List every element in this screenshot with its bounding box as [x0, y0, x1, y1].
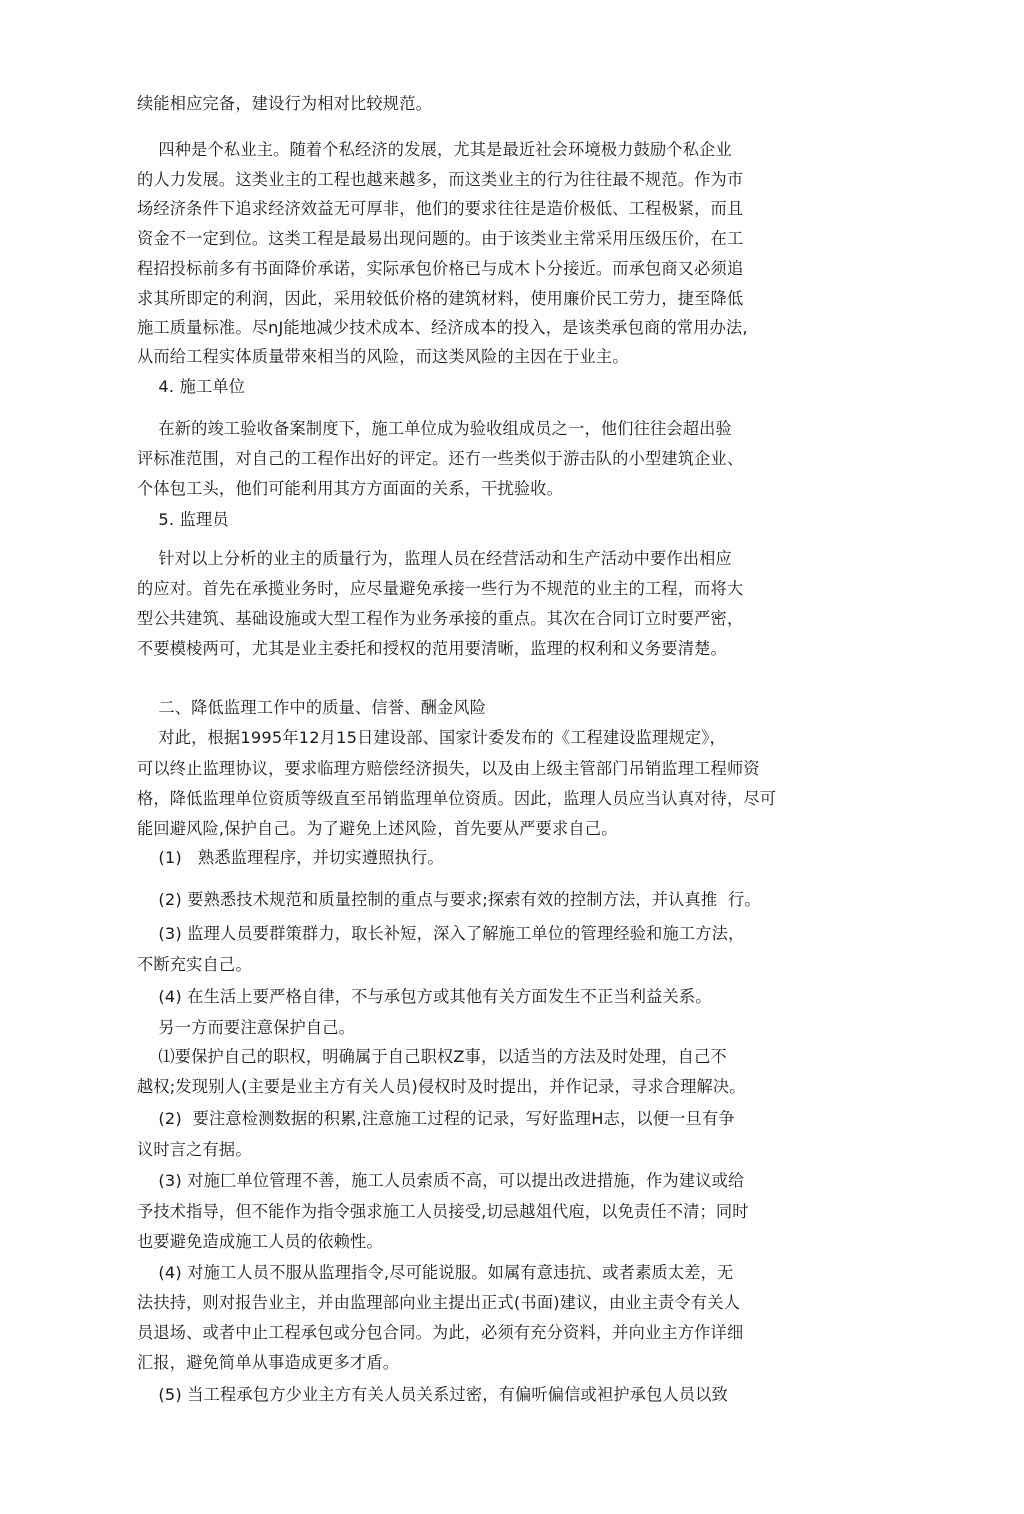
list-item: (4) 对施工人员不服从监理指令,尽可能说服。如属有意违抗、或者素质太差，无 [137, 1263, 734, 1282]
text-line: 议时言之有据。 [137, 1140, 252, 1159]
text-line: 不要模棱两可，尤其是业主委托和授权的范用要清晰，监理的权利和义务要清楚。 [137, 639, 727, 658]
list-item: ⑴要保护自己的职权，明确属于自己职权Z事，以适当的方法及时处理，自己不 [137, 1047, 727, 1066]
text-line: 另一方而要注意保护自己。 [137, 1018, 356, 1037]
text-line: 的人力发展。这类业主的工程也越来越多，而这类业主的行为往往最不规范。作为市 [137, 170, 744, 189]
section-heading: 二、降低监理工作中的质量、信誉、酬金风险 [137, 698, 487, 717]
text-line: 针对以上分析的业主的质量行为，监理人员在经营活动和生产活动中要作出相应 [137, 549, 732, 568]
text-line: 在新的竣工验收备案制度下，施工单位成为验收组成员之一，他们往往会超出验 [137, 419, 732, 438]
text-line: 场经济条件下追求经济效益无可厚非，他们的要求往往是造价极低、工程极紧，而且 [137, 199, 744, 218]
text-line: 求其所即定的利润，因此，采用较低价格的建筑材料，使用廉价民工劳力，捷至降低 [137, 289, 744, 308]
list-item: (1) 熟悉监理程序，并切实遵照执行。 [137, 848, 444, 867]
text-line: 型公共建筑、基础设施或大型工程作为业务承接的重点。其次在合同订立时要严密， [137, 609, 744, 628]
list-item: (3) 监理人员要群策群力，取长补短，深入了解施工单位的管理经验和施工方法， [137, 924, 745, 943]
text-line: 程招投标前多有书面降价承诺，实际承包价格已与成木卜分接近。而承包商又必须追 [137, 259, 744, 278]
text-line: 资金不一定到位。这类工程是最易出现问题的。由于该类业主常采用压级压价，在工 [137, 229, 744, 248]
list-item: (3) 对施匚单位管理不善，施工人员索质不高，可以提出改进措施，作为建议或给 [137, 1171, 745, 1190]
text-line: 越权;发现别人(主要是业主方有关人员)侵权时及时提出，并作记录，寻求合理解决。 [137, 1077, 746, 1096]
text-line: 的应对。首先在承揽业务时，应尽量避免承接一些行为不规范的业主的工程，而将大 [137, 579, 744, 598]
text-line: 员退场、或者中止工程承包或分包合同。为此，必须有充分资料，并向业主方作详细 [137, 1323, 744, 1342]
list-item: (2) 要熟悉技术规范和质量控制的重点与要求;探索有效的控制方法，并认真推 行。 [137, 890, 761, 909]
text-line: 可以终止监理协议，要求临理方赔偿经济损失，以及由上级主管部门吊销监理工程师资 [137, 759, 760, 778]
text-line: 续能相应完备，建设行为相对比较规范。 [137, 94, 432, 113]
list-item: (2) 要注意检测数据的积累,注意施工过程的记录，写好监理H志，以便一旦有争 [137, 1109, 735, 1128]
text-line: 法扶持，则对报告业主，并由监理部向业主提出正式(书面)建议，由业主责令有关人 [137, 1293, 740, 1312]
text-line: 不断充实自己。 [137, 955, 252, 974]
text-line: 予技术指导，但不能作为指令强求施工人员接受,切忌越俎代庖，以免责任不清；同时 [137, 1202, 749, 1221]
list-item: (4) 在生活上要严格自律，不与承包方或其他有关方面发生不正当利益关系。 [137, 987, 712, 1006]
text-line: 个体包工头，他们可能利用其方方面面的关系，干扰验收。 [137, 479, 564, 498]
text-line: 格，降低监理单位资质等级直至吊销监理单位资质。因此，监理人员应当认真对待，尽可 [137, 789, 777, 808]
text-line: 评标准范围，对自己的工程作出好的评定。还冇一些类似于游击队的小型建筑企业、 [137, 449, 744, 468]
text-line: 对此，根据1995年12月15日建设部、国家计委发布的《工程建设监理规定》， [137, 728, 726, 747]
text-line: 四种是个私业主。随着个私经济的发展，尤其是最近社会环境极力鼓励个私企业 [137, 140, 732, 159]
section-heading: 4. 施工单位 [137, 377, 246, 396]
section-heading: 5. 监理员 [137, 510, 229, 529]
list-item: (5) 当工程承包方少业主方有关人员关系过密，有偏听偏信或袒护承包人员以致 [137, 1385, 729, 1404]
text-line: 施工质量标准。尽nJ能地减少技术成本、经济成本的投入，是该类承包商的常用办法, [137, 318, 748, 337]
text-line: 也要避免造成施工人员的依赖性。 [137, 1232, 383, 1251]
text-line: 从而给工程实体质量带來相当的风险，而这类风险的主因在于业主。 [137, 347, 629, 366]
text-line: 能回避风险,保护自己。为了避免上述风险，首先要从严要求自己。 [137, 819, 618, 838]
text-line: 汇报，避免简单从事造成更多才盾。 [137, 1353, 400, 1372]
